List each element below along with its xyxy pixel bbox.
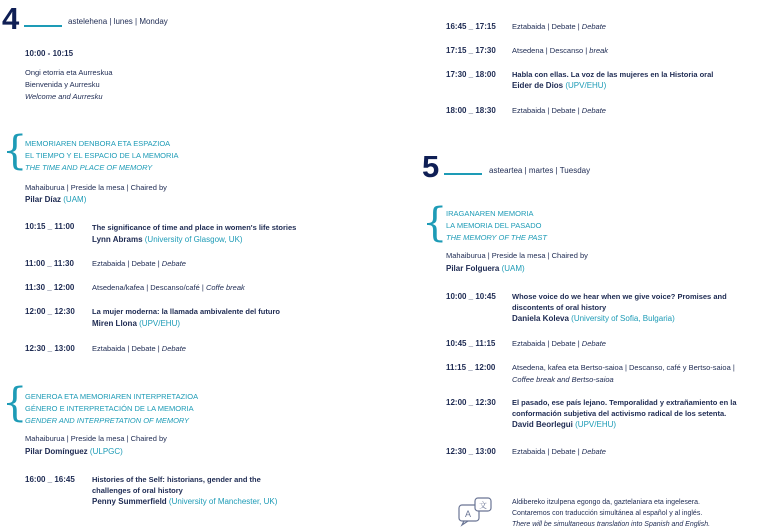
section-brace: { [422, 200, 448, 246]
svg-text:文: 文 [479, 501, 487, 510]
section-title-en: THE TIME AND PLACE OF MEMORY [25, 163, 153, 172]
speaker: Lynn Abrams (University of Glasgow, UK) [92, 235, 243, 244]
talk-title: Histories of the Self: historians, gender and the [92, 475, 261, 484]
session-time: 16:45 _ 17:15 [446, 22, 496, 31]
translation-note-es: Contaremos con traducción simultánea al español y al inglés. [512, 510, 703, 517]
translation-icon [458, 497, 494, 527]
day-label: astearteа | martes | Tuesday [489, 166, 591, 175]
session-text: Eztabaida | Debate | Debate [512, 339, 606, 348]
talk-title: challenges of oral history [92, 486, 183, 495]
chair-name: Pilar Díaz (UAM) [25, 195, 87, 204]
chair-label: Mahaiburua | Preside la mesa | Chaired by [25, 183, 167, 192]
session-text: Eztabaida | Debate | Debate [92, 344, 186, 353]
section-title-eu: MEMORIAREN DENBORA ETA ESPAZIOA [25, 139, 171, 148]
session-text: Coffee break and Bertso-saioa [512, 375, 614, 384]
session-time: 11:00 _ 11:30 [25, 259, 74, 268]
speaker: Penny Summerfield (University of Manchester, UK) [92, 497, 278, 506]
section-title-es: LA MEMORIA DEL PASADO [446, 221, 542, 230]
talk-title: The significance of time and place in women's life stories [92, 223, 297, 232]
session-time: 10:15 _ 11:00 [25, 222, 75, 231]
translation-note-eu: Aldibereko itzulpena egongo da, gaztelaniara eta ingelesera. [512, 499, 700, 506]
talk-title: El pasado, ese país lejano. Temporalidad y extrañamiento en la [512, 398, 737, 407]
session-time: 12:30 _ 13:00 [25, 344, 75, 353]
session-time: 16:00 _ 16:45 [25, 475, 75, 484]
session-text: Eztabaida | Debate | Debate [92, 259, 186, 268]
section-brace: { [2, 128, 28, 174]
session-time: 12:30 _ 13:00 [446, 447, 496, 456]
svg-text:A: A [465, 509, 472, 519]
section-title-eu: GENEROA ETA MEMORIAREN INTERPRETAZIOA [25, 392, 199, 401]
session-time: 11:15 _ 12:00 [446, 363, 496, 372]
session-text: Eztabaida | Debate | Debate [512, 447, 606, 456]
talk-title: Habla con ellas. La voz de las mujeres en la Historia oral [512, 70, 714, 79]
day-underline [444, 173, 482, 175]
speaker: Eider de Dios (UPV/EHU) [512, 81, 607, 90]
session-text: Atsedena/kafea | Descanso/café | Coffe break [92, 283, 245, 292]
session-time: 17:15 _ 17:30 [446, 46, 496, 55]
session-time: 12:00 _ 12:30 [446, 398, 496, 407]
section-title-es: EL TIEMPO Y EL ESPACIO DE LA MEMORIA [25, 151, 179, 160]
session-text: Atsedena, kafea eta Bertso-saioa | Descanso, café y Bertso-saioa | [512, 363, 735, 372]
talk-title: La mujer moderna: la llamada ambivalente del futuro [92, 307, 280, 316]
section-brace: { [2, 380, 28, 426]
session-time: 17:30 _ 18:00 [446, 70, 496, 79]
session-text: Eztabaida | Debate | Debate [512, 22, 606, 31]
chair-label: Mahaiburua | Preside la mesa | Chaired by [25, 434, 167, 443]
day-number: 5 [422, 149, 440, 184]
session-text: Atsedena | Descanso | break [512, 46, 609, 55]
speaker: Miren Llona (UPV/EHU) [92, 319, 181, 328]
session-time: 12:00 _ 12:30 [25, 307, 75, 316]
section-title-en: THE MEMORY OF THE PAST [446, 233, 547, 242]
section-title-eu: IRAGANAREN MEMORIA [446, 209, 534, 218]
talk-title: Whose voice do we hear when we give voice? Promises and [512, 292, 727, 301]
opening-line-eu: Ongi etorria eta Aurreskua [25, 68, 113, 77]
day-number: 4 [2, 1, 20, 36]
opening-time: 10:00 - 10:15 [25, 49, 74, 58]
session-text: Eztabaida | Debate | Debate [512, 106, 606, 115]
chair-label: Mahaiburua | Preside la mesa | Chaired by [446, 251, 588, 260]
session-time: 10:00 _ 10:45 [446, 292, 496, 301]
chair-name: Pilar Folguera (UAM) [446, 264, 525, 273]
section-title-en: GENDER AND INTERPRETATION OF MEMORY [25, 416, 190, 425]
speaker: Daniela Koleva (University of Sofia, Bulgaria) [512, 314, 675, 323]
translation-note-en: There will be simultaneous translation into Spanish and English. [512, 521, 711, 528]
session-time: 18:00 _ 18:30 [446, 106, 496, 115]
section-title-es: GÉNERO E INTERPRETACIÓN DE LA MEMORIA [25, 404, 194, 413]
day-underline [24, 25, 62, 27]
chair-name: Pilar Domínguez (ULPGC) [25, 447, 123, 456]
session-time: 10:45 _ 11:15 [446, 339, 496, 348]
opening-line-en: Welcome and Aurresku [25, 92, 103, 101]
speaker: David Beorlegui (UPV/EHU) [512, 420, 617, 429]
day-label: astelehena | lunes | Monday [68, 17, 168, 26]
talk-title: discontents of oral history [512, 303, 607, 312]
talk-title: conformación subjetiva del activismo radical de los setenta. [512, 409, 727, 418]
opening-line-es: Bienvenida y Aurresku [25, 80, 100, 89]
session-time: 11:30 _ 12:00 [25, 283, 75, 292]
